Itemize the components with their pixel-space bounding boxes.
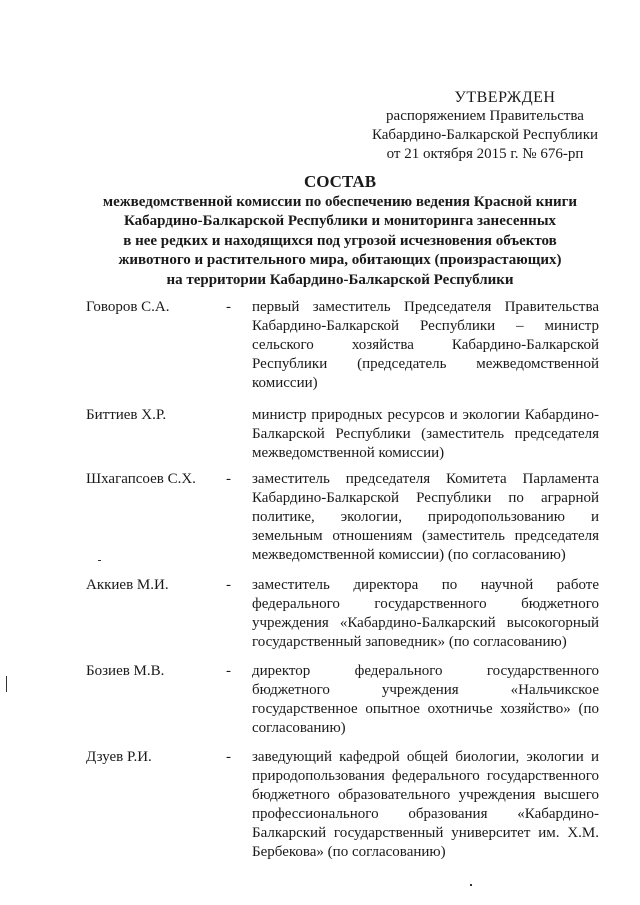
member-dash: -: [226, 663, 231, 679]
title-main: СОСТАВ: [303, 172, 377, 191]
scan-artifact-mark: [98, 560, 101, 561]
member-role: заведующий кафедрой общей биологии, экологии и природопользования федерального государственного бюджетного образовательного учреждения высшего профессионального образования «Кабардино-Балкарский государственный университет им. Х.М. Бербекова» (по согласованию): [252, 749, 599, 860]
member-role: заместитель директора по научной работе федерального государственного бюджетного учреждения «Кабардино-Балкарский высокогорный государственный заповедник» (по согласованию): [252, 577, 599, 650]
member-dash: -: [226, 299, 231, 315]
member-name: Бозиев М.В.: [86, 663, 165, 679]
member-dash: -: [226, 471, 231, 487]
title-line-3: в нее редких и находящихся под угрозой исчезновения объектов: [123, 232, 557, 249]
member-dash: -: [226, 577, 231, 593]
title-line-1: межведомственной комиссии по обеспечению ведения Красной книги: [102, 193, 578, 210]
member-name: Говоров С.А.: [86, 299, 170, 315]
member-name: Биттиев Х.Р.: [86, 407, 167, 423]
title-line-4: животного и растительного мира, обитающих (произрастающих): [118, 252, 562, 268]
member-dash: -: [226, 749, 231, 765]
scan-artifact-mark: [6, 676, 7, 692]
title-line-2: Кабардино-Балкарской Республики и мониторинга занесенных: [123, 213, 557, 229]
member-role: заместитель председателя Комитета Парламента Кабардино-Балкарской Республики по аграрной политике, экологии, природопользованию и земельным отношениям (заместитель председателя межведомственной комиссии) (по согласованию): [252, 471, 599, 563]
member-name: Аккиев М.И.: [86, 577, 169, 593]
approval-line-3: от 21 октября 2015 г. № 676-рп: [386, 146, 584, 162]
member-name: Шхагапсоев С.Х.: [86, 471, 196, 487]
member-name: Дзуев Р.И.: [86, 749, 152, 765]
member-role: министр природных ресурсов и экологии Кабардино-Балкарской Республики (заместитель председателя межведомственной комиссии): [252, 407, 599, 461]
member-role: директор федерального государственного бюджетного учреждения «Нальчикское государственное опытное охотничье хозяйство» (по согласованию): [252, 663, 599, 736]
approval-line-2: Кабардино-Балкарской Республики: [371, 127, 599, 143]
document-title: [60, 172, 620, 290]
approval-heading: УТВЕРЖДЕН: [454, 89, 556, 106]
approval-line-1: распоряжением Правительства: [386, 108, 584, 124]
title-line-5: на территории Кабардино-Балкарской Республики: [166, 271, 514, 288]
member-role: первый заместитель Председателя Правительства Кабардино-Балкарской Республики – министр сельского хозяйства Кабардино-Балкарской Республики (председатель межведомственной комиссии): [252, 299, 599, 391]
approval-block: [360, 88, 610, 164]
scan-artifact-mark: [470, 884, 472, 886]
